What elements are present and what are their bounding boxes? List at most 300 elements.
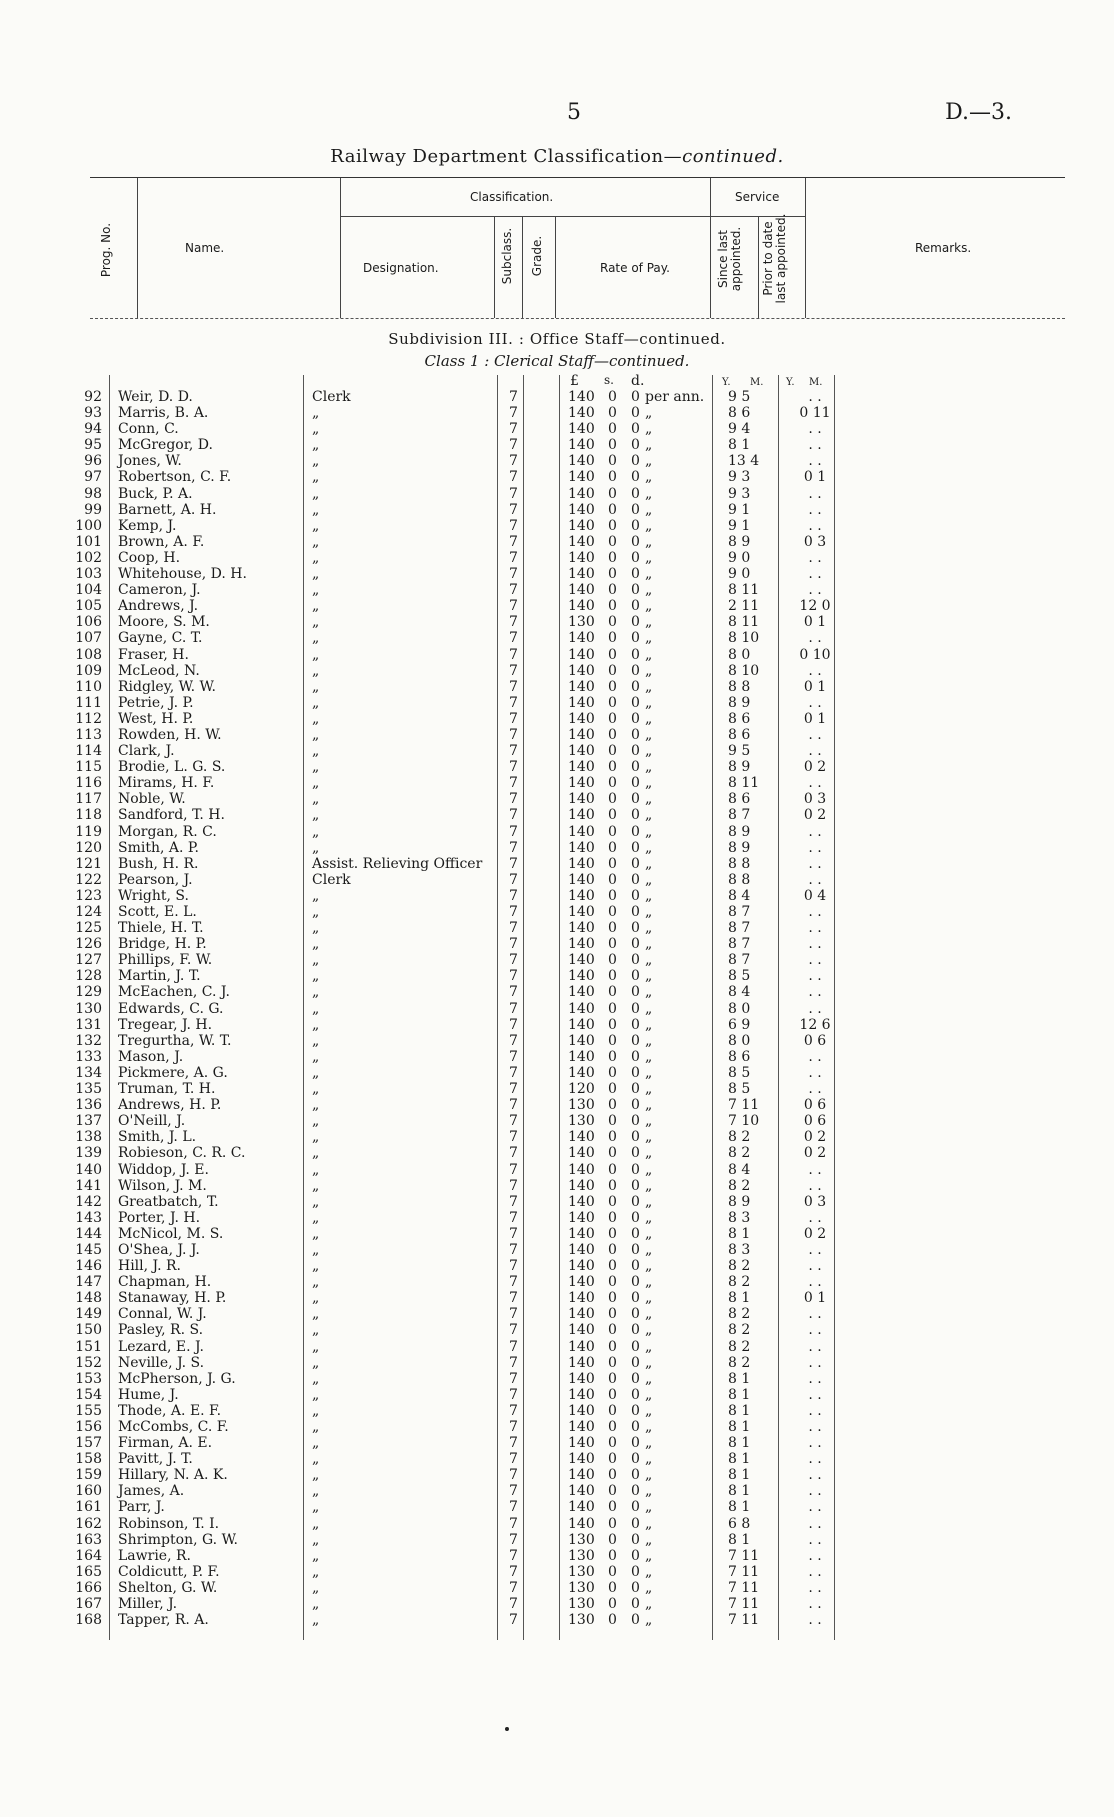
since-appointed-cell: 8 1	[728, 1370, 751, 1387]
pay-pence-cell: 0	[631, 1386, 640, 1403]
prior-appointed-cell: . .	[808, 1354, 822, 1371]
name-cell: James, A.	[118, 1483, 185, 1500]
pay-shillings-cell: 0	[608, 1161, 617, 1178]
designation-cell: „	[312, 1209, 320, 1226]
name-cell: Tregear, J. H.	[118, 1016, 213, 1033]
name-cell: Smith, A. P.	[118, 839, 199, 856]
subclass-cell: 7	[509, 984, 518, 1001]
pay-shillings-cell: 0	[608, 1419, 617, 1435]
since-appointed-cell: 6 9	[728, 1016, 751, 1033]
since-appointed-cell: 8 9	[728, 1193, 751, 1210]
designation-cell: „	[312, 1579, 320, 1596]
table-row	[60, 566, 1060, 582]
designation-cell: „	[312, 453, 320, 470]
prior-appointed-cell: 0 2	[803, 807, 827, 824]
pay-pounds-cell: 140	[568, 1467, 595, 1484]
designation-cell: „	[312, 549, 320, 566]
name-cell: Coop, H.	[118, 549, 181, 566]
table-row	[60, 1113, 1060, 1129]
subclass-cell: 7	[509, 1032, 518, 1049]
subclass-cell: 7	[509, 775, 518, 792]
prior-appointed-cell: . .	[808, 855, 822, 872]
table-row	[60, 1194, 1060, 1210]
since-appointed-cell: 6 8	[728, 1515, 751, 1532]
prior-appointed-cell: 0 10	[799, 646, 831, 663]
designation-cell: „	[312, 1081, 320, 1098]
pay-shillings-cell: 0	[608, 485, 617, 502]
pay-unit-cell: „	[645, 1386, 653, 1403]
name-cell: McLeod, N.	[118, 662, 200, 679]
pay-pounds-cell: 140	[568, 1000, 595, 1017]
pay-pence-cell: 0	[631, 1113, 640, 1130]
pay-unit-cell: „	[645, 1097, 653, 1114]
prior-appointed-cell: 0 1	[803, 469, 827, 486]
prior-appointed-cell: . .	[808, 1241, 822, 1258]
prog-no-cell: 118	[75, 807, 102, 824]
pay-pounds-cell: 140	[568, 1048, 595, 1065]
prior-appointed-cell: . .	[808, 1596, 822, 1613]
since-appointed-cell: 7 11	[728, 1612, 760, 1629]
table-row	[60, 1403, 1060, 1419]
pay-pounds-cell: 140	[568, 469, 595, 486]
since-appointed-cell: 9 0	[728, 566, 751, 583]
pay-unit-cell: „	[645, 1563, 653, 1580]
pay-pounds-cell: 130	[568, 1531, 595, 1548]
pay-pence-cell: 0	[631, 501, 640, 518]
pay-pounds-cell: 140	[568, 662, 595, 679]
pay-unit-cell: „	[645, 549, 653, 566]
pay-shillings-cell: 0	[608, 630, 617, 647]
table-row	[60, 791, 1060, 807]
pay-pence-cell: 0	[631, 646, 640, 663]
pay-shillings-cell: 0	[608, 1338, 617, 1355]
pay-unit-cell: „	[645, 1370, 653, 1387]
pay-pounds-cell: 140	[568, 839, 595, 856]
pay-pence-cell: 0	[631, 1258, 640, 1275]
pay-pounds-cell: 140	[568, 646, 595, 663]
subclass-cell: 7	[509, 807, 518, 824]
name-cell: Firman, A. E.	[118, 1435, 213, 1452]
pay-shillings-cell: 0	[608, 678, 617, 695]
pay-pence-cell: 0	[631, 1000, 640, 1017]
prior-appointed-cell: 0 2	[803, 1225, 827, 1242]
designation-cell: „	[312, 1386, 320, 1403]
pay-pence-cell: 0	[631, 469, 640, 486]
name-cell: Jones, W.	[118, 453, 182, 470]
pay-pence-cell: 0	[631, 1081, 640, 1098]
designation-cell: „	[312, 1322, 320, 1339]
pay-pounds-cell: 140	[568, 1402, 595, 1419]
pay-pence-cell: 0	[631, 1547, 640, 1564]
pay-unit-cell: „	[645, 630, 653, 647]
prog-no-cell: 124	[75, 904, 102, 920]
pay-pence-cell: 0	[631, 743, 640, 760]
pay-shillings-cell: 0	[608, 1306, 617, 1323]
since-appointed-cell: 8 6	[728, 726, 751, 743]
name-cell: Hume, J.	[118, 1386, 179, 1403]
prior-appointed-cell: 0 4	[803, 887, 827, 904]
designation-cell: „	[312, 566, 320, 583]
prior-appointed-cell: . .	[808, 920, 822, 937]
subclass-cell: 7	[509, 1113, 518, 1130]
prog-no-cell: 98	[84, 485, 102, 502]
pay-pence-cell: 0	[631, 1322, 640, 1339]
prior-appointed-cell: . .	[808, 775, 822, 792]
name-cell: Coldicutt, P. F.	[118, 1563, 220, 1580]
staff-table	[60, 389, 1060, 1628]
since-appointed-cell: 7 11	[728, 1579, 760, 1596]
pay-shillings-cell: 0	[608, 887, 617, 904]
page-mark	[505, 1727, 509, 1731]
pay-unit-cell: „	[645, 775, 653, 792]
pay-pounds-cell: 140	[568, 904, 595, 920]
subclass-cell: 7	[509, 549, 518, 566]
pay-shillings-cell: 0	[608, 1596, 617, 1613]
subclass-cell: 7	[509, 1612, 518, 1629]
designation-cell: „	[312, 710, 320, 727]
pay-unit-cell: „	[645, 1306, 653, 1323]
pay-shillings-cell: 0	[608, 1032, 617, 1049]
subclass-cell: 7	[509, 710, 518, 727]
subclass-cell: 7	[509, 1290, 518, 1307]
since-appointed-cell: 9 3	[728, 469, 751, 486]
prog-no-cell: 150	[75, 1322, 102, 1339]
designation-cell: „	[312, 1097, 320, 1114]
page-reference: D.—3.	[945, 100, 1012, 125]
subclass-cell: 7	[509, 1161, 518, 1178]
pay-shillings-cell: 0	[608, 952, 617, 969]
prog-no-cell: 113	[75, 726, 102, 743]
unit-months: M.	[750, 377, 764, 388]
pay-unit-cell: „	[645, 1129, 653, 1146]
unit-pence: d.	[631, 373, 645, 389]
subclass-cell: 7	[509, 1193, 518, 1210]
pay-pounds-cell: 140	[568, 485, 595, 502]
prior-appointed-cell: . .	[808, 1563, 822, 1580]
pay-shillings-cell: 0	[608, 920, 617, 937]
prog-no-cell: 95	[84, 437, 102, 454]
prior-appointed-cell: . .	[808, 1274, 822, 1291]
prog-no-cell: 152	[75, 1354, 102, 1371]
prior-to-date-header: Prior to date last appointed.	[761, 213, 788, 304]
prog-no-cell: 106	[75, 614, 102, 631]
name-cell: Connal, W. J.	[118, 1306, 207, 1323]
prior-appointed-cell: . .	[808, 726, 822, 743]
pay-pounds-cell: 140	[568, 389, 595, 405]
subclass-cell: 7	[509, 1274, 518, 1291]
pay-shillings-cell: 0	[608, 598, 617, 615]
subdivision-title: Subdivision III. : Office Staff—continued.	[388, 330, 726, 348]
pay-pence-cell: 0	[631, 437, 640, 454]
pay-unit-cell: „	[645, 743, 653, 760]
name-cell: Hillary, N. A. K.	[118, 1467, 228, 1484]
prior-appointed-cell: 12 0	[799, 598, 831, 615]
pay-unit-cell: „	[645, 662, 653, 679]
since-appointed-cell: 8 11	[728, 614, 760, 631]
table-row	[60, 840, 1060, 856]
designation-cell: „	[312, 1145, 320, 1162]
designation-cell: „	[312, 1547, 320, 1564]
table-row	[60, 1306, 1060, 1322]
designation-cell: „	[312, 421, 320, 438]
pay-pence-cell: 0	[631, 1064, 640, 1081]
pay-pounds-cell: 120	[568, 1081, 595, 1098]
name-cell: Tapper, R. A.	[118, 1612, 209, 1629]
name-cell: McGregor, D.	[118, 437, 213, 454]
pay-unit-cell: „	[645, 1193, 653, 1210]
pay-pence-cell: 0	[631, 678, 640, 695]
pay-shillings-cell: 0	[608, 1258, 617, 1275]
pay-pence-cell: 0	[631, 405, 640, 422]
designation-cell: „	[312, 1467, 320, 1484]
designation-cell: „	[312, 678, 320, 695]
prior-appointed-cell: . .	[808, 1177, 822, 1194]
since-appointed-cell: 8 6	[728, 710, 751, 727]
prior-appointed-cell: 0 6	[803, 1113, 827, 1130]
prog-no-cell: 130	[75, 1000, 102, 1017]
since-appointed-cell: 8 7	[728, 936, 751, 953]
designation-cell: „	[312, 1306, 320, 1323]
pay-shillings-cell: 0	[608, 791, 617, 808]
pay-shillings-cell: 0	[608, 1177, 617, 1194]
since-appointed-cell: 8 2	[728, 1322, 751, 1339]
name-cell: Conn, C.	[118, 421, 179, 438]
pay-unit-cell: „	[645, 823, 653, 840]
pay-unit-cell: „	[645, 1241, 653, 1258]
prior-appointed-cell: . .	[808, 1081, 822, 1098]
table-row	[60, 888, 1060, 904]
name-header: Name.	[185, 241, 225, 255]
prog-no-cell: 115	[75, 759, 102, 776]
designation-cell: „	[312, 582, 320, 599]
designation-cell: „	[312, 1290, 320, 1307]
name-cell: Bush, H. R.	[118, 855, 199, 872]
pay-shillings-cell: 0	[608, 1064, 617, 1081]
pay-shillings-cell: 0	[608, 1402, 617, 1419]
prior-appointed-cell: . .	[808, 984, 822, 1001]
designation-cell: „	[312, 517, 320, 534]
pay-shillings-cell: 0	[608, 1193, 617, 1210]
pay-unit-cell: „	[645, 501, 653, 518]
pay-pence-cell: 0	[631, 533, 640, 550]
pay-shillings-cell: 0	[608, 1386, 617, 1403]
unit-years: Y.	[722, 377, 731, 388]
subclass-cell: 7	[509, 1338, 518, 1355]
prog-no-cell: 144	[75, 1225, 102, 1242]
pay-unit-cell: „	[645, 1419, 653, 1435]
pay-shillings-cell: 0	[608, 1000, 617, 1017]
designation-cell: „	[312, 405, 320, 422]
table-row	[60, 598, 1060, 614]
pay-pence-cell: 0	[631, 630, 640, 647]
prog-no-cell: 157	[75, 1435, 102, 1452]
since-appointed-cell: 9 3	[728, 485, 751, 502]
table-row	[60, 534, 1060, 550]
subclass-cell: 7	[509, 791, 518, 808]
prog-no-cell: 129	[75, 984, 102, 1001]
name-cell: Stanaway, H. P.	[118, 1290, 227, 1307]
pay-pence-cell: 0	[631, 791, 640, 808]
subclass-cell: 7	[509, 1419, 518, 1435]
name-cell: Marris, B. A.	[118, 405, 209, 422]
since-appointed-cell: 9 1	[728, 501, 751, 518]
since-appointed-cell: 8 2	[728, 1306, 751, 1323]
name-cell: Lezard, E. J.	[118, 1338, 204, 1355]
table-row	[60, 405, 1060, 421]
pay-shillings-cell: 0	[608, 549, 617, 566]
pay-shillings-cell: 0	[608, 839, 617, 856]
subclass-cell: 7	[509, 726, 518, 743]
pay-pounds-cell: 130	[568, 614, 595, 631]
pay-shillings-cell: 0	[608, 1113, 617, 1130]
subclass-cell: 7	[509, 1081, 518, 1098]
pay-unit-cell: „	[645, 1274, 653, 1291]
since-appointed-cell: 7 11	[728, 1547, 760, 1564]
prior-appointed-cell: . .	[808, 1483, 822, 1500]
subclass-cell: 7	[509, 1016, 518, 1033]
designation-cell: „	[312, 920, 320, 937]
prog-no-cell: 155	[75, 1402, 102, 1419]
prog-no-cell: 103	[75, 566, 102, 583]
prog-no-cell: 122	[75, 871, 102, 888]
since-appointed-cell: 8 5	[728, 1064, 751, 1081]
subclass-cell: 7	[509, 904, 518, 920]
table-row	[60, 1516, 1060, 1532]
designation-cell: „	[312, 469, 320, 486]
prog-no-cell: 117	[75, 791, 102, 808]
pay-shillings-cell: 0	[608, 710, 617, 727]
name-cell: Bridge, H. P.	[118, 936, 207, 953]
pay-pounds-cell: 140	[568, 936, 595, 953]
prior-appointed-cell: . .	[808, 1467, 822, 1484]
prior-appointed-cell: . .	[808, 389, 822, 405]
subclass-cell: 7	[509, 437, 518, 454]
prior-appointed-cell: . .	[808, 1612, 822, 1629]
table-row	[60, 1145, 1060, 1161]
name-cell: Cameron, J.	[118, 582, 201, 599]
name-cell: Fraser, H.	[118, 646, 189, 663]
table-row	[60, 1049, 1060, 1065]
pay-unit-cell: „	[645, 1483, 653, 1500]
pay-pounds-cell: 140	[568, 453, 595, 470]
prog-no-cell: 92	[84, 389, 102, 405]
table-row	[60, 1596, 1060, 1612]
pay-pence-cell: 0	[631, 855, 640, 872]
name-cell: Thode, A. E. F.	[118, 1402, 222, 1419]
pay-unit-cell: per ann.	[645, 389, 705, 405]
table-row	[60, 1548, 1060, 1564]
pay-shillings-cell: 0	[608, 807, 617, 824]
prog-no-cell: 168	[75, 1612, 102, 1629]
pay-unit-cell: „	[645, 1354, 653, 1371]
since-appointed-cell: 8 4	[728, 984, 751, 1001]
subclass-cell: 7	[509, 453, 518, 470]
since-appointed-cell: 8 1	[728, 1402, 751, 1419]
prog-no-cell: 114	[75, 743, 102, 760]
pay-shillings-cell: 0	[608, 968, 617, 985]
pay-pounds-cell: 140	[568, 1064, 595, 1081]
designation-cell: Clerk	[312, 389, 351, 405]
pay-unit-cell: „	[645, 1161, 653, 1178]
table-row	[60, 759, 1060, 775]
pay-pounds-cell: 140	[568, 743, 595, 760]
table-row	[60, 743, 1060, 759]
table-row	[60, 1097, 1060, 1113]
pay-shillings-cell: 0	[608, 1016, 617, 1033]
pay-pence-cell: 0	[631, 1225, 640, 1242]
subclass-cell: 7	[509, 566, 518, 583]
name-cell: Rowden, H. W.	[118, 726, 222, 743]
table-row	[60, 872, 1060, 888]
pay-pounds-cell: 140	[568, 1419, 595, 1435]
designation-cell: „	[312, 1531, 320, 1548]
prog-no-cell: 126	[75, 936, 102, 953]
prior-appointed-cell: . .	[808, 1419, 822, 1435]
since-appointed-cell: 8 1	[728, 1435, 751, 1452]
prog-no-cell: 149	[75, 1306, 102, 1323]
prog-no-header: Prog. No.	[99, 222, 113, 278]
pay-pence-cell: 0	[631, 1612, 640, 1629]
pay-pounds-cell: 140	[568, 984, 595, 1001]
pay-pounds-cell: 140	[568, 1515, 595, 1532]
prior-appointed-cell: . .	[808, 1579, 822, 1596]
designation-cell: „	[312, 1451, 320, 1468]
pay-unit-cell: „	[645, 1402, 653, 1419]
pay-pence-cell: 0	[631, 1483, 640, 1500]
subclass-cell: 7	[509, 1129, 518, 1146]
grade-header: Grade.	[530, 235, 544, 277]
table-row	[60, 1612, 1060, 1628]
prior-appointed-cell: . .	[808, 1402, 822, 1419]
prior-appointed-cell: . .	[808, 1306, 822, 1323]
subclass-cell: 7	[509, 839, 518, 856]
pay-shillings-cell: 0	[608, 421, 617, 438]
pay-unit-cell: „	[645, 469, 653, 486]
table-row	[60, 904, 1060, 920]
pay-unit-cell: „	[645, 726, 653, 743]
table-row	[60, 1355, 1060, 1371]
pay-pounds-cell: 140	[568, 759, 595, 776]
since-appointed-cell: 8 10	[728, 630, 760, 647]
designation-cell: „	[312, 1193, 320, 1210]
prior-appointed-cell: 0 6	[803, 1032, 827, 1049]
since-appointed-cell: 2 11	[728, 598, 760, 615]
subclass-cell: 7	[509, 630, 518, 647]
prior-appointed-cell: . .	[808, 1370, 822, 1387]
name-cell: Sandford, T. H.	[118, 807, 225, 824]
name-cell: Moore, S. M.	[118, 614, 210, 631]
pay-unit-cell: „	[645, 1016, 653, 1033]
pay-shillings-cell: 0	[608, 1097, 617, 1114]
prog-no-cell: 132	[75, 1032, 102, 1049]
pay-pounds-cell: 140	[568, 1225, 595, 1242]
pay-unit-cell: „	[645, 1547, 653, 1564]
subclass-cell: 7	[509, 1402, 518, 1419]
pay-pence-cell: 0	[631, 1596, 640, 1613]
pay-pence-cell: 0	[631, 1370, 640, 1387]
table-row	[60, 502, 1060, 518]
pay-pence-cell: 0	[631, 1579, 640, 1596]
prog-no-cell: 141	[75, 1177, 102, 1194]
name-cell: Petrie, J. P.	[118, 694, 194, 711]
name-cell: Pickmere, A. G.	[118, 1064, 228, 1081]
pay-pence-cell: 0	[631, 582, 640, 599]
name-cell: Lawrie, R.	[118, 1547, 191, 1564]
page-number: 5	[567, 100, 581, 125]
designation-cell: „	[312, 630, 320, 647]
designation-cell: „	[312, 1515, 320, 1532]
pay-pounds-cell: 140	[568, 823, 595, 840]
